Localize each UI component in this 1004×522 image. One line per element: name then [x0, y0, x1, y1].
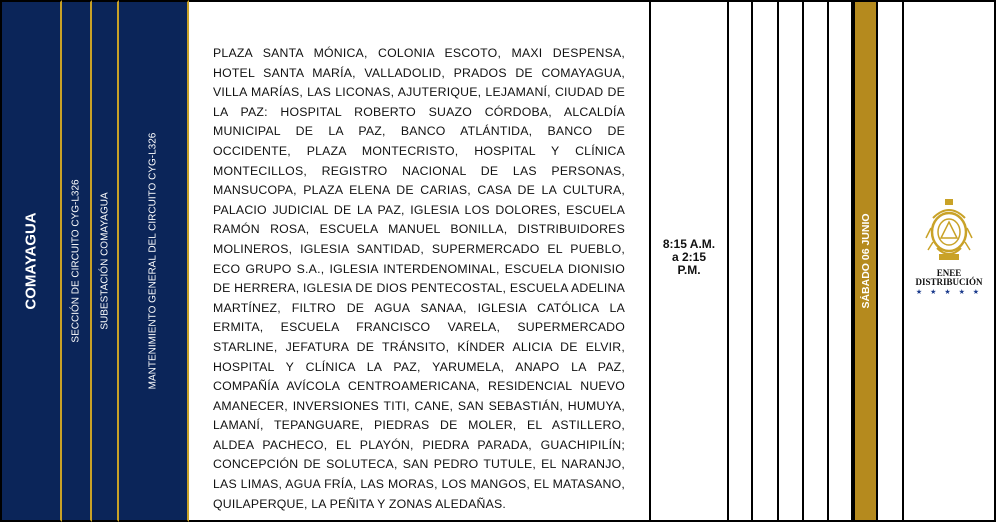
date-cell: [853, 0, 878, 522]
substation-cell: [92, 0, 119, 522]
logo-text-line2: DISTRIBUCIÓN: [915, 277, 983, 287]
time-cell: [651, 0, 729, 522]
enee-logo: [904, 198, 994, 296]
coat-of-arms-icon: [925, 198, 973, 264]
empty-cell-3: [779, 0, 804, 522]
empty-cell-5: [829, 0, 853, 522]
empty-cell-4: [804, 0, 829, 522]
time-end: P.M.: [677, 263, 701, 277]
empty-cell-2: [753, 0, 779, 522]
circuit-section-label: SECCIÓN DE CIRCUITO CYG-L326: [70, 179, 82, 343]
substation-label: SUBESTACIÓN COMAYAGUA: [99, 192, 110, 330]
empty-cell-1: [729, 0, 753, 522]
affected-areas-text: PLAZA SANTA MÓNICA, COLONIA ESCOTO, MAXI DESPENSA, HOTEL SANTA MARÍA, VALLADOLID, PRADOS DE COMAYAGUA, VILLA MARÍAS, LAS LICONAS, AJUTERIQUE, LEJAMANÍ, CIUDAD DE LA PAZ: HOSPITAL ROBERTO SUAZO CÓRDOBA, ALCALDÍA MUNICIPAL DE LA PAZ, BANCO ATLÁNTIDA, BANCO DE OCCIDENTE, PLAZA MONTECRISTO, HOSPITAL Y CLÍNICA MONTECILLOS, REGISTRO NACIONAL DE LAS PERSONAS, MANSUCOPA, PLAZA ELENA DE CARIAS, CASA DE LA CULTURA, PALACIO JUDICIAL DE LA PAZ, IGLESIA LOS DOLORES, ESCUELA RAMÓN ROSA, ESCUELA MANUEL BONILLA, DISTRIBUIDORES MOLINEROS, IGLESIA SANTIDAD, SUPERMERCADO EL PUEBLO, ECO GRUPO S.A., IGLESIA INTERDENOMINAL, ESCUELA DIONISIO DE HERRERA, IGLESIA DE DIOS PENTECOSTAL, ESCUELA ADELINA MARTÍNEZ, FILTRO DE AGUA SANAA, IGLESIA CATÓLICA LA ERMITA, ESCUELA FRANCISCO VARELA, SUPERMERCADO STARLINE, JEFATURA DE TRÁNSITO, KÍNDER ALICIA DE ELVIR, HOSPITAL Y CLÍNICA LA PAZ, YARUMELA, ANAPO LA PAZ, COMPAÑÍA AVÍCOLA CENTROAMERICANA, RESIDENCIAL NUEVO AMANECER, INVERSIONES TITI, CANE, SAN SEBASTIÁN, HUMUYA, LAMANÍ, TEPANGUARE, PIEDRAS DE MOLER, EL ASTILLERO, ALDEA PACHECO, EL PLAYÓN, PIEDRA PARADA, GUACHIPILÍN; CONCEPCIÓN DE SOLUTECA, SAN PEDRO TUTULE, EL NARANJO, LAS LIMAS, AGUA FRÍA, LAS MORAS, LOS MANGOS, EL MATASANO, QUILAPERQUE, LA PEÑITA Y ZONAS ALEDAÑAS.: [213, 46, 625, 511]
empty-cell-6: [878, 0, 904, 522]
date-label: SÁBADO 06 JUNIO: [859, 213, 872, 309]
work-type-cell: [119, 0, 189, 522]
time-connector: a 2:15: [671, 250, 707, 264]
department-cell: [0, 0, 62, 522]
circuit-section-cell: [62, 0, 92, 522]
logo-cell: [904, 0, 996, 522]
time-start: 8:15 A.M.: [662, 237, 716, 251]
department-label: COMAYAGUA: [22, 212, 40, 310]
work-type-label: MANTENIMIENTO GENERAL DEL CIRCUITO CYG-L326: [147, 132, 159, 390]
logo-stars: ★ ★ ★ ★ ★: [915, 289, 983, 296]
logo-text-line1: ENEE: [936, 268, 962, 278]
affected-areas-cell: [189, 0, 651, 522]
time-range: [651, 2, 727, 277]
